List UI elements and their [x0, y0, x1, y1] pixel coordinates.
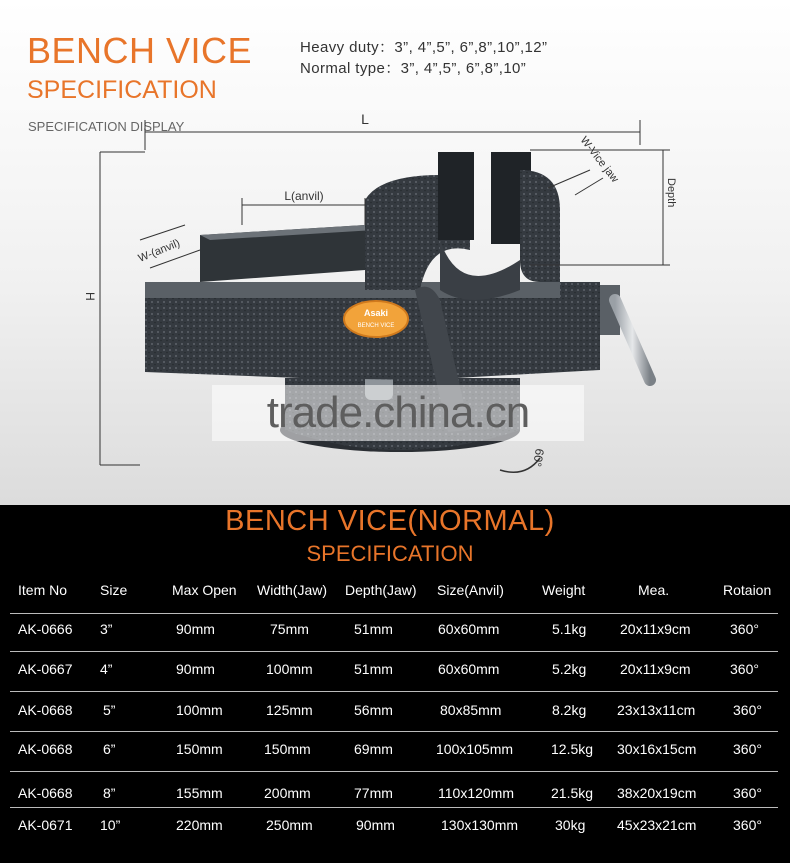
cell-max-open: 100mm [176, 702, 223, 718]
cell-weight: 12.5kg [551, 741, 594, 757]
table-divider [10, 731, 778, 732]
brand-logo-text: Asaki [363, 308, 389, 318]
cell-rotation: 360° [733, 817, 762, 833]
table-row [0, 696, 790, 726]
cell-rotation: 360° [733, 785, 762, 801]
table-row [0, 735, 790, 765]
spec-display-label: SPECIFICATION DISPLAY [28, 119, 185, 134]
page-title: BENCH VICE [27, 30, 253, 71]
cell-mea: 45x23x21cm [617, 817, 697, 833]
cell-mea: 20x11x9cm [620, 661, 691, 677]
normal-type-sizes: Normal type：3”, 4”,5”, 6”,8”,10” [300, 60, 527, 77]
cell-mea: 20x11x9cm [620, 621, 691, 637]
cell-size-anvil: 130x130mm [441, 817, 519, 833]
cell-rotation: 360° [730, 621, 759, 637]
cell-rotation: 360° [733, 702, 762, 718]
cell-size-anvil: 80x85mm [440, 702, 502, 718]
cell-max-open: 155mm [176, 785, 223, 801]
table-divider [10, 651, 778, 652]
cell-size-anvil: 100x105mm [436, 741, 514, 757]
cell-width-jaw: 100mm [266, 661, 313, 677]
col-header-width-jaw: Width(Jaw) [257, 582, 328, 598]
col-header-weight: Weight [542, 582, 586, 598]
table-divider [10, 691, 778, 692]
watermark: trade.china.cn [212, 385, 584, 441]
cell-weight: 5.2kg [552, 661, 587, 677]
cell-max-open: 90mm [176, 661, 215, 677]
table-divider [10, 771, 778, 772]
dim-label-l: L [361, 111, 369, 127]
cell-item-no: AK-0671 [18, 817, 73, 833]
table-divider [10, 613, 778, 614]
col-header-mea: Mea. [638, 582, 670, 598]
cell-mea: 23x13x11cm [617, 702, 696, 718]
col-header-item-no: Item No [18, 582, 68, 598]
table-divider [10, 807, 778, 808]
table-row [0, 779, 790, 809]
table-row [0, 655, 790, 685]
col-header-size: Size [100, 582, 128, 598]
cell-item-no: AK-0666 [18, 621, 73, 637]
table-row [0, 615, 790, 645]
cell-weight: 8.2kg [552, 702, 587, 718]
page-subtitle: SPECIFICATION [27, 76, 217, 104]
col-header-size-anvil: Size(Anvil) [437, 582, 504, 598]
cell-size: 5” [103, 702, 116, 718]
cell-weight: 21.5kg [551, 785, 594, 801]
cell-width-jaw: 125mm [266, 702, 313, 718]
dim-label-depth: Depth [665, 178, 677, 208]
cell-width-jaw: 200mm [264, 785, 311, 801]
cell-width-jaw: 150mm [264, 741, 311, 757]
cell-width-jaw: 75mm [270, 621, 309, 637]
cell-weight: 30kg [555, 817, 586, 833]
table-subtitle: SPECIFICATION [306, 541, 474, 566]
cell-depth-jaw: 51mm [354, 661, 393, 677]
cell-max-open: 90mm [176, 621, 215, 637]
cell-depth-jaw: 90mm [356, 817, 395, 833]
table-row [0, 811, 790, 841]
col-header-depth-jaw: Depth(Jaw) [345, 582, 417, 598]
cell-rotation: 360° [733, 741, 762, 757]
brand-sub-text: BENCH VICE [357, 323, 395, 329]
cell-width-jaw: 250mm [266, 817, 313, 833]
cell-mea: 30x16x15cm [617, 741, 697, 757]
cell-size: 6” [103, 741, 116, 757]
cell-item-no: AK-0668 [18, 785, 73, 801]
cell-depth-jaw: 56mm [354, 702, 393, 718]
dim-label-h: H [83, 292, 97, 301]
cell-size: 3” [100, 621, 113, 637]
cell-mea: 38x20x19cm [617, 785, 697, 801]
cell-depth-jaw: 69mm [354, 741, 393, 757]
cell-rotation: 360° [730, 661, 759, 677]
table-title: BENCH VICE(NORMAL) [225, 505, 555, 537]
cell-size-anvil: 60x60mm [438, 661, 500, 677]
cell-item-no: AK-0668 [18, 702, 73, 718]
cell-size: 10” [100, 817, 121, 833]
cell-size-anvil: 110x120mm [438, 785, 515, 801]
dim-label-l-anvil: L(anvil) [284, 189, 324, 203]
rotation-label: 60° [529, 447, 547, 468]
cell-depth-jaw: 77mm [354, 785, 393, 801]
spec-table-panel [0, 505, 790, 863]
heavy-duty-sizes: Heavy duty：3”, 4”,5”, 6”,8”,10”,12” [300, 39, 548, 56]
cell-size: 4” [100, 661, 113, 677]
dim-label-w-vice-jaw: W-Vice jaw [577, 134, 621, 185]
cell-size-anvil: 60x60mm [438, 621, 500, 637]
cell-max-open: 220mm [176, 817, 223, 833]
cell-item-no: AK-0667 [18, 661, 73, 677]
col-header-max-open: Max Open [172, 582, 237, 598]
cell-item-no: AK-0668 [18, 741, 73, 757]
dim-label-w-anvil: W-(anvil) [136, 237, 182, 265]
cell-weight: 5.1kg [552, 621, 587, 637]
col-header-rotation: Rotaion [723, 582, 772, 598]
cell-size: 8” [103, 785, 116, 801]
cell-depth-jaw: 51mm [354, 621, 393, 637]
cell-max-open: 150mm [176, 741, 223, 757]
